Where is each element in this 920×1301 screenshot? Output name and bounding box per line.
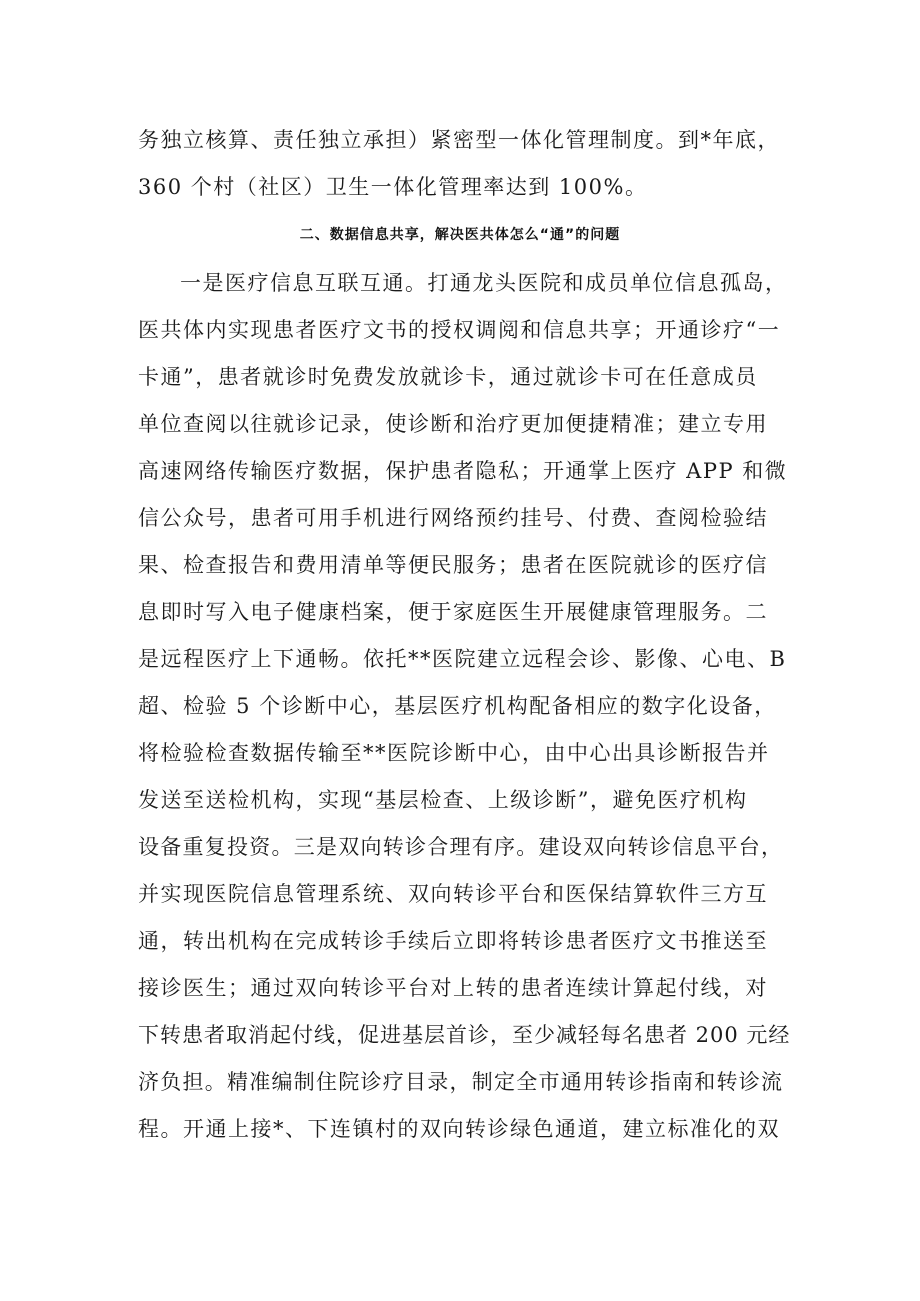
intro-line-1: 务独立核算、责任独立承担）紧密型一体化管理制度。到*年底， xyxy=(138,128,780,152)
paragraph-line-13: 设备重复投资。三是双向转诊合理有序。建设双向转诊信息平台， xyxy=(138,835,784,859)
paragraph-line-14: 并实现医院信息管理系统、双向转诊平台和医保结算软件三方互 xyxy=(138,882,768,906)
paragraph-line-11: 将检验检查数据传输至**医院诊断中心，由中心出具诊断报告并 xyxy=(138,741,770,765)
paragraph-line-9: 是远程医疗上下通畅。依托**医院建立远程会诊、影像、心电、B xyxy=(138,647,787,671)
paragraph-line-6: 信公众号，患者可用手机进行网络预约挂号、付费、查阅检验结 xyxy=(138,506,768,530)
paragraph-line-8: 息即时写入电子健康档案，便于家庭医生开展健康管理服务。二 xyxy=(138,600,768,624)
paragraph-line-1: 一是医疗信息互联互通。打通龙头医院和成员单位信息孤岛， xyxy=(180,271,788,295)
paragraph-line-16: 接诊医生；通过双向转诊平台对上转的患者连续计算起付线，对 xyxy=(138,976,768,1000)
paragraph-line-15: 通，转出机构在完成转诊手续后立即将转诊患者医疗文书推送至 xyxy=(138,929,768,953)
intro-line-2: 360 个村（社区）卫生一体化管理率达到 100%。 xyxy=(138,175,648,199)
paragraph-line-5: 高速网络传输医疗数据，保护患者隐私；开通掌上医疗 APP 和微 xyxy=(138,459,788,483)
paragraph-line-19: 程。开通上接*、下连镇村的双向转诊绿色通道，建立标准化的双 xyxy=(138,1117,780,1141)
paragraph-line-4: 单位查阅以往就诊记录，使诊断和治疗更加便捷精准；建立专用 xyxy=(138,412,768,436)
paragraph-line-12: 发送至送检机构，实现“基层检查、上级诊断”，避免医疗机构 xyxy=(138,788,748,812)
section-heading: 二、数据信息共享，解决医共体怎么“通”的问题 xyxy=(299,227,621,243)
paragraph-line-3: 卡通”，患者就诊时免费发放就诊卡，通过就诊卡可在任意成员 xyxy=(138,365,758,389)
paragraph-line-7: 果、检查报告和费用清单等便民服务；患者在医院就诊的医疗信 xyxy=(138,553,768,577)
paragraph-line-17: 下转患者取消起付线，促进基层首诊，至少减轻每名患者 200 元经 xyxy=(138,1023,791,1047)
paragraph-line-18: 济负担。精准编制住院诊疗目录，制定全市通用转诊指南和转诊流 xyxy=(138,1070,784,1094)
paragraph-line-10: 超、检验 5 个诊断中心，基层医疗机构配备相应的数字化设备， xyxy=(138,694,777,718)
paragraph-line-2: 医共体内实现患者医疗文书的授权调阅和信息共享；开通诊疗“一 xyxy=(138,318,781,342)
